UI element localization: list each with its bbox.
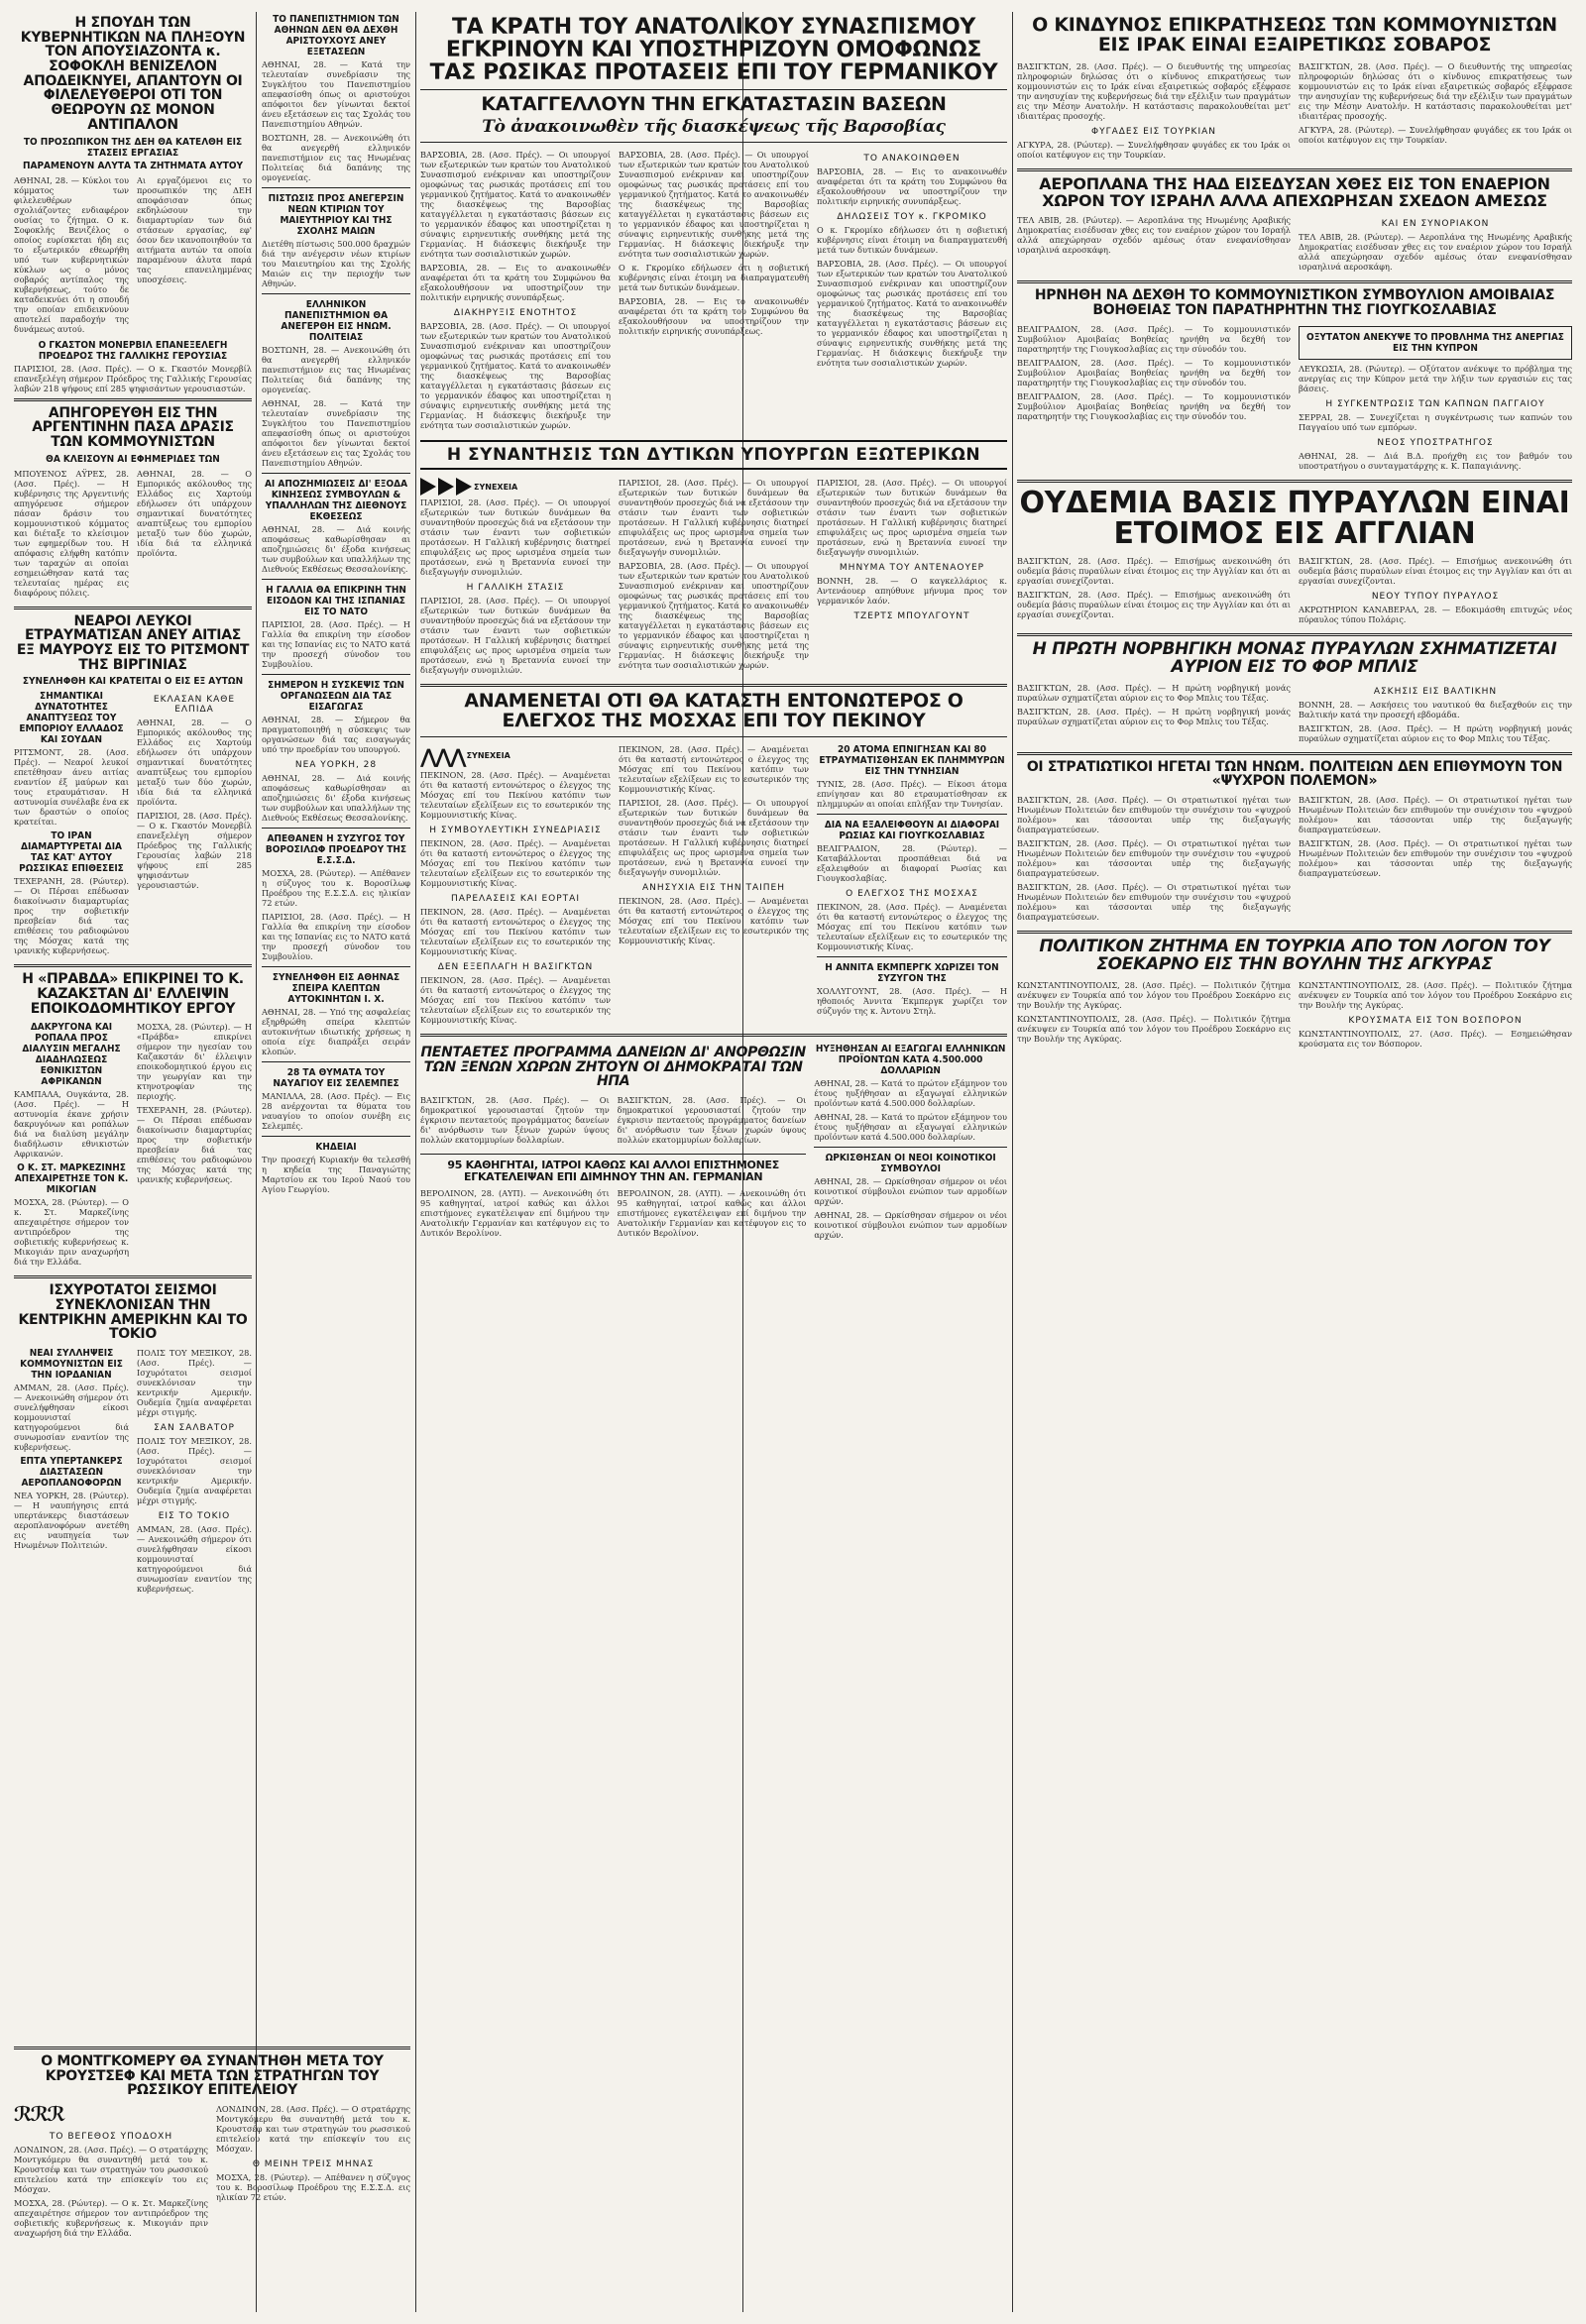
section-label: ΔΗΛΩΣΕΙΣ ΤΟΥ κ. ΓΚΡΟΜΙΚΟ xyxy=(837,212,987,223)
headline: Η «ΠΡΑΒΔΑ» ΕΠΙΚΡΙΝΕΙ ΤΟ Κ. ΚΑΖΑΚΣΤΑΝ ΔΙ' ΕΛΛΕΙΨΙΝ ΕΠΟΙΚΟΔΟΜΗΤΙΚΟΥ ΕΡΓΟΥ xyxy=(22,971,244,1017)
section-label: ΑΣΚΗΣΙΣ ΕΙΣ ΒΑΛΤΙΚΗΝ xyxy=(1373,686,1498,697)
section-label: ΜΗΝΥΜΑ ΤΟΥ ΑΝΤΕΝΑΟΥΕΡ xyxy=(839,563,985,574)
divider xyxy=(262,579,410,580)
article-body: ΒΕΛΙΓΡΑΔΙΟΝ, 28. (Ασσ. Πρές). — Το κομμουνιστικόν Συμβούλιον Αμοιβαίας Βοηθείας ηρνήθη να δεχθή τον παρατηρητήν της Γιουγκοσλαβίας εις την σύνοδόν του. xyxy=(1017,323,1291,354)
article-body: ΑΘΗΝΑΙ, 28. — Διά Β.Δ. προήχθη εις τον βαθμόν του υποστρατήγου ο συνταγματάρχης κ. Κ. Παπαγιάννης. xyxy=(1299,450,1572,471)
article-body: ΤΕΧΕΡΑΝΗ, 28. (Ρώυτερ). — Οι Πέρσαι επέδωσαν διακοίνωσιν διαμαρτυρίας προς την σοβιετικήν πρεσβείαν διά τας επιθέσεις του ραδιοφώνου της Μόσχας κατά της ιρανικής κυβερνήσεως. xyxy=(137,1105,252,1185)
article-body: ΒΑΡΣΟΒΙΑ, 28. (Ασσ. Πρές). — Οι υπουργοί των εξωτερικών των κρατών του Ανατολικού Συνασπισμού ενέκριναν και υποστηρίζουν ομοφώνως τας ρωσικάς προτάσεις επί του γερμανικού ζητήματος. Κατά το ανακοινωθέν της διασκέψεως της Βαρσοβίας καταγγέλλεται η εγκατάστασις βάσεων εις το γερμανικόν έδαφος και υποστηρίζεται η σύναψις ειρηνευτικής συνθήκης μετά της Γερμανίας. Η διάσκεψις διεκήρυξε την ενότητα των σοσιαλιστικών χωρών. xyxy=(619,561,809,671)
headline: Ο ΜΟΝΤΓΚΟΜΕΡΥ ΘΑ ΣΥΝΑΝΤΗΘΗ ΜΕΤΑ ΤΟΥ ΚΡΟΥΣΤΣΕΦ ΚΑΙ ΜΕΤΑ ΤΩΝ ΣΤΡΑΤΗΓΩΝ ΤΟΥ ΡΩΣΣΙΚΟΥ ΕΠΙΤΕΛΕΙΟΥ xyxy=(41,2053,384,2099)
article-body: ΜΟΣΧΑ, 28. (Ρώυτερ). — Ο κ. Στ. Μαρκεζίνης απεχαιρέτησε σήμερον τον αντιπρόεδρον της σοβιετικής κυβερνήσεως κ. Μικογιάν πριν αναχωρήση διά την Ελλάδα. xyxy=(14,1197,129,1268)
article-body: ΒΑΣΙΓΚΤΩΝ, 28. (Ασσ. Πρές). — Οι δημοκρατικοί γερουσιασταί ζητούν την έγκρισιν πενταετούς προγράμματος δανείων δι' ανόρθωσιν των ξένων χωρών ύψους πολλών εκατομμυρίων δολλαρίων. xyxy=(420,1095,610,1145)
headline: ΠΟΛΙΤΙΚΟΝ ΖΗΤΗΜΑ ΕΝ ΤΟΥΡΚΙΑ ΑΠΟ ΤΟΝ ΛΟΓΟΝ ΤΟΥ ΣΟΕΚΑΡΝΟ ΕΙΣ ΤΗΝ ΒΟΥΛΗΝ ΤΗΣ ΑΓΚΥΡΑΣ xyxy=(1039,936,1550,974)
article-body: ΑΘΗΝΑΙ, 28. — Διά κοινής αποφάσεως καθωρίσθησαν αι αποζημιώσεις δι' έξοδα κινήσεως των συμβούλων και υπαλλήλων της Διεθνούς Εκθέσεως Θεσσαλονίκης. xyxy=(262,524,410,574)
divider xyxy=(1017,168,1572,171)
divider xyxy=(262,1136,410,1137)
subheadline: ΤΟ ΠΑΝΕΠΙΣΤΗΜΙΟΝ ΤΩΝ ΑΘΗΝΩΝ ΔΕΝ ΘΑ ΔΕΧΘΗ ΑΡΙΣΤΟΥΧΟΥΣ ΑΝΕΥ ΕΞΕΤΑΣΕΩΝ xyxy=(273,14,399,57)
divider xyxy=(420,89,1007,90)
article-body: ΒΑΣΙΓΚΤΩΝ, 28. (Ασσ. Πρές). — Οι στρατιωτικοί ηγέται των Ηνωμένων Πολιτειών δεν επιθυμούν την συνέχισιν του «ψυχρού πολέμου» και τάσσονται υπέρ της διεξαγωγής διαπραγματεύσεων. xyxy=(1017,794,1291,834)
article-body: ΒΟΣΤΩΝΗ, 28. — Ανεκοινώθη ότι θα ανεγερθή ελληνικόν πανεπιστήμιον εις τας Ηνωμένας Πολιτείας διά δαπάνης της ομογενείας. xyxy=(262,345,410,394)
subheadline: Η ΓΑΛΛΙΑ ΘΑ ΕΠΙΚΡΙΝΗ ΤΗΝ ΕΙΣΟΔΟΝ ΚΑΙ ΤΗΣ ΙΣΠΑΝΙΑΣ ΕΙΣ ΤΟ ΝΑΤΟ xyxy=(266,585,406,617)
section-label: ΑΝΗΣΥΧΙΑ ΕΙΣ ΤΗΝ ΤΑΙΠΕΗ xyxy=(642,882,785,893)
headline: ΟΙ ΣΤΡΑΤΙΩΤΙΚΟΙ ΗΓΕΤΑΙ ΤΩΝ ΗΝΩΜ. ΠΟΛΙΤΕΙΩΝ ΔΕΝ ΕΠΙΘΥΜΟΥΝ ΤΟΝ «ΨΥΧΡΟΝ ΠΟΛΕΜΟΝ» xyxy=(1026,758,1563,790)
article-body: ΤΕΛ ΑΒΙΒ, 28. (Ρώυτερ). — Αεροπλάνα της Ηνωμένης Αραβικής Δημοκρατίας εισέδυσαν χθες εις τον εναέριον χώρον του Ισραήλ αλλά απεχώρησαν σχεδόν αμέσως όταν ενεφανίσθησαν ισραηλινά αεροσκάφη. xyxy=(1299,232,1572,273)
article-body: Ο κ. Γκρομίκο εδήλωσεν ότι η σοβιετική κυβέρνησις είναι έτοιμη να διαπραγματευθή μετά των δυτικών δυνάμεων. xyxy=(817,225,1007,256)
divider xyxy=(1017,752,1572,755)
article-body: ΠΕΚΙΝΟΝ, 28. (Ασσ. Πρές). — Αναμένεται ότι θα καταστή εντονώτερος ο έλεγχος της Μόσχας επί του Πεκίνου κατόπιν των τελευταίων εξελίξεων εις το εσωτερικόν της Κομμουνιστικής Κίνας. xyxy=(420,974,611,1025)
section-label: ΝΕΟΣ ΥΠΟΣΤΡΑΤΗΓΟΣ xyxy=(1377,437,1494,448)
divider xyxy=(817,956,1007,957)
article-body: ΒΑΣΙΓΚΤΩΝ, 28. (Ασσ. Πρές). — Οι στρατιωτικοί ηγέται των Ηνωμένων Πολιτειών δεν επιθυμούν την συνέχισιν του «ψυχρού πολέμου» και τάσσονται υπέρ της διεξαγωγής διαπραγματεύσεων. xyxy=(1017,881,1291,922)
article-body: ΜΠΟΥΕΝΟΣ ΑΫΡΕΣ, 28. (Ασσ. Πρές). — Η κυβέρνησις της Αργεντινής απηγόρευσε σήμερον πάσαν δράσιν του κομμουνιστικού κόμματος και διέταξε το κλείσιμον των εφημερίδων του. Η απόφασις ελήφθη κατόπιν των ταραχών αι οποίαι εσημειώθησαν κατά τας τελευταίας ημέρας εις διαφόρους πόλεις. xyxy=(14,468,129,598)
subheadline: ΣΗΜΕΡΟΝ Η ΣΥΣΚΕΨΙΣ ΤΩΝ ΟΡΓΑΝΩΣΕΩΝ ΔΙΑ ΤΑΣ ΕΙΣΑΓΩΓΑΣ xyxy=(268,680,404,713)
article-body: ΤΕΛ ΑΒΙΒ, 28. (Ρώυτερ). — Αεροπλάνα της Ηνωμένης Αραβικής Δημοκρατίας εισέδυσαν χθες εις τον εναέριον χώρον του Ισραήλ αλλά απεχώρησαν σχεδόν αμέσως όταν ενεφανίσθησαν ισραηλινά αεροσκάφη. xyxy=(1017,215,1291,256)
article-body: ΒΑΡΣΟΒΙΑ, 28. — Εις το ανακοινωθέν αναφέρεται ότι τα κράτη του Συμφώνου θα εξακολουθήσουν να υποστηρίζουν την πολιτικήν ειρηνικής συνυπάρξεως. xyxy=(420,263,611,303)
article-body: Διετέθη πίστωσις 500.000 δραχμών διά την ανέγερσιν νέων κτιρίων του Μαιευτηρίου και της Σχολής Μαιών εις την περιοχήν των Αθηνών. xyxy=(262,239,410,288)
divider xyxy=(262,473,410,474)
continuation-label: ΣΥΝΕΧΕΙΑ xyxy=(466,751,510,761)
divider xyxy=(1017,931,1572,934)
subheadline: ΣΥΝΕΛΗΦΘΗ ΚΑΙ ΚΡΑΤΕΙΤΑΙ Ο ΕΙΣ ΕΞ ΑΥΤΩΝ xyxy=(22,676,244,688)
section-label: ΔΙΑΚΗΡΥΞΙΣ ΕΝΟΤΗΤΟΣ xyxy=(453,308,578,319)
article-body: ΠΕΚΙΝΟΝ, 28. (Ασσ. Πρές). — Αναμένεται ότι θα καταστή εντονώτερος ο έλεγχος της Μόσχας επί του Πεκίνου κατόπιν των τελευταίων εξελίξεων εις το εσωτερικόν της Κομμουνιστικής Κίνας. xyxy=(420,769,611,820)
article-body: ΚΩΝΣΤΑΝΤΙΝΟΥΠΟΛΙΣ, 28. (Ασσ. Πρές). — Πολιτικόν ζήτημα ανέκυψεν εν Τουρκία από τον λόγον του Προέδρου Σοεκάρνο εις την Βουλήν της Αγκύρας. xyxy=(1299,979,1572,1010)
article-body: ΜΟΣΧΑ, 28. (Ρώυτερ). — Ο κ. Στ. Μαρκεζίνης απεχαιρέτησε σήμερον τον αντιπρόεδρον της σοβιετικής κυβερνήσεως κ. Μικογιάν πριν αναχωρήση διά την Ελλάδα. xyxy=(14,2198,208,2239)
article-body: ΠΑΡΙΣΙΟΙ, 28. (Ασσ. Πρές). — Η Γαλλία θα επικρίνη την είσοδον και της Ισπανίας εις το ΝΑΤΟ κατά την προσεχή σύνοδον του Συμβουλίου. xyxy=(262,619,410,669)
section-label: Η ΣΥΜΒΟΥΛΕΥΤΙΚΗ ΣΥΝΕΔΡΙΑΣΙΣ xyxy=(429,825,602,835)
article-body: ΠΑΡΙΣΙΟΙ, 28. (Ασσ. Πρές). — Οι υπουργοί εξωτερικών των δυτικών δυνάμεων θα συναντηθούν προσεχώς διά να εξετάσουν την στάσιν των έναντι των σοβιετικών προτάσεων. Η Γαλλική κυβέρνησις διατηρεί επιφυλάξεις ως προς ωρισμένα σημεία των προτάσεων, ενώ η Βρεταννία ευνοεί την διεξαγωγήν συνομιλιών. xyxy=(420,596,611,676)
headline: ΗΡΝΗΘΗ ΝΑ ΔΕΧΘΗ ΤΟ ΚΟΜΜΟΥΝΙΣΤΙΚΟΝ ΣΥΜΒΟΥΛΙΟΝ ΑΜΟΙΒΑΙΑΣ ΒΟΗΘΕΙΑΣ ΤΟΝ ΠΑΡΑΤΗΡΗΤΗΝ ΤΗΣ ΓΙΟΥΓΚΟΣΛΑΒΙΑΣ xyxy=(1034,287,1555,319)
headline: Η ΣΠΟΥΔΗ ΤΩΝ ΚΥΒΕΡΝΗΤΙΚΩΝ ΝΑ ΠΛΗΞΟΥΝ ΤΟΝ ΑΠΟΥΣΙΑΖΟΝΤΑ κ. ΣΟΦΟΚΛΗ ΒΕΝΙΖΕΛΟΝ ΑΠΟΔΕΙΚΝΥΕΙ, ΑΠΑΝΤΟΥΝ ΟΙ ΦΙΛΕΛΕΥΘΕΡΟΙ ΟΤΙ ΤΟΝ ΘΕΩΡΟΥΝ ΩΣ ΜΟΝΟΝ ΑΝΤΙΠΑΛΟΝ xyxy=(20,15,246,133)
arrow-icon xyxy=(438,478,454,496)
section-label: ΣΑΝ ΣΑΛΒΑΤΟΡ xyxy=(154,1423,235,1434)
section-label: ΔΕΝ ΕΞΕΠΛΑΓΗ Η ΒΑΣΙΓΚΤΩΝ xyxy=(437,961,594,972)
column-1 xyxy=(14,12,252,2312)
subheadline: ΟΞΥΤΑΤΟΝ ΑΝΕΚΥΨΕ ΤΟ ΠΡΟΒΛΗΜΑ ΤΗΣ ΑΝΕΡΓΙΑΣ ΕΙΣ ΤΗΝ ΚΥΠΡΟΝ xyxy=(1306,331,1564,354)
article-body: ΚΑΜΠΑΛΑ, Ουγκάντα, 28. (Ασσ. Πρές). — Η αστυνομία έκανε χρήσιν δακρυγόνων και ροπάλων διά να διαλύση μεγάλην διαδήλωσιν εθνικιστών Αφρικανών. xyxy=(14,1089,129,1160)
headline: Η ΠΡΩΤΗ ΝΟΡΒΗΓΙΚΗ ΜΟΝΑΣ ΠΥΡΑΥΛΩΝ ΣΧΗΜΑΤΙΖΕΤΑΙ ΑΥΡΙΟΝ ΕΙΣ ΤΟ ΦΟΡ ΜΠΛΙΣ xyxy=(1032,638,1557,677)
article-body: ΜΟΣΧΑ, 28. (Ρώυτερ). — Η «Πράβδα» επικρίνει σήμερον την ηγεσίαν του Καζακστάν δι' έλλειψιν εποικοδομητικού έργου εις την γεωργίαν και την κτηνοτροφίαν της περιοχής. xyxy=(137,1022,252,1102)
article-body: ΤΕΧΕΡΑΝΗ, 28. (Ρώυτερ). — Οι Πέρσαι επέδωσαν διακοίνωσιν διαμαρτυρίας προς την σοβιετικήν πρεσβείαν διά τας επιθέσεις του ραδιοφώνου της Μόσχας κατά της ιρανικής κυβερνήσεως. xyxy=(14,876,129,956)
article-body: ΒΑΣΙΓΚΤΩΝ, 28. (Ασσ. Πρές). — Οι στρατιωτικοί ηγέται των Ηνωμένων Πολιτειών δεν επιθυμούν την συνέχισιν του «ψυχρού πολέμου» και τάσσονται υπέρ της διεξαγωγής διαπραγματεύσεων. xyxy=(1299,794,1572,834)
article-body: ΠΕΚΙΝΟΝ, 28. (Ασσ. Πρές). — Αναμένεται ότι θα καταστή εντονώτερος ο έλεγχος της Μόσχας επί του Πεκίνου κατόπιν των τελευταίων εξελίξεων εις το εσωτερικόν της Κομμουνιστικής Κίνας. xyxy=(817,901,1007,951)
headline: ΟΥΔΕΜΙΑ ΒΑΣΙΣ ΠΥΡΑΥΛΩΝ ΕΙΝΑΙ ΕΤΟΙΜΟΣ ΕΙΣ ΑΓΓΛΙΑΝ xyxy=(1019,485,1570,552)
article-body: ΒΕΡΟΛΙΝΟΝ, 28. (ΑΥΠ). — Ανεκοινώθη ότι 95 καθηγηταί, ιατροί καθώς και άλλοι επιστήμονες εγκατέλειψαν επί διμήνου την Ανατολικήν Γερμανίαν και κατέφυγον εις το Δυτικόν Βερολίνον. xyxy=(420,1188,610,1239)
continuation-arrows xyxy=(420,478,611,496)
divider xyxy=(814,1147,1007,1148)
article-body: ΑΜΜΑΝ, 28. (Ασσ. Πρές). — Ανεκοινώθη σήμερον ότι συνελήφθησαν είκοσι κομμουνισταί κατηγορούμενοι διά συνωμοσίαν εναντίον της κυβερνήσεως. xyxy=(14,1383,129,1453)
column-rule xyxy=(415,12,416,2312)
article-body: ΛΟΝΔΙΝΟΝ, 28. (Ασσ. Πρές). — Ο στρατάρχης Μοντγκόμερυ θα συναντηθή μετά του κ. Κρουστσέφ και των στρατηγών του ρωσσικού επιτελείου κατά την επίσκεψίν του εις Μόσχαν. xyxy=(14,2145,208,2195)
subheadline: ΑΙ ΑΠΟΖΗΜΙΩΣΕΙΣ ΔΙ' ΕΞΟΔΑ ΚΙΝΗΣΕΩΣ ΣΥΜΒΟΥΛΩΝ & ΥΠΑΛΛΗΛΩΝ ΤΗΣ ΔΙΕΘΝΟΥΣ ΕΚΘΕΣΕΩΣ xyxy=(264,479,408,522)
article-body: ΒΑΡΣΟΒΙΑ, 28. — Εις το ανακοινωθέν αναφέρεται ότι τα κράτη του Συμφώνου θα εξακολουθήσουν να υποστηρίζουν την πολιτικήν ειρηνικής συνυπάρξεως. xyxy=(817,166,1007,207)
subheadline: Ο Κ. ΣΤ. ΜΑΡΚΕΖΙΝΗΣ ΑΠΕΧΑΙΡΕΤΗΣΕ ΤΟΝ Κ. ΜΙΚΟΓΙΑΝ xyxy=(14,1162,129,1196)
subheadline: ΔΙΑ ΝΑ ΕΞΑΛΕΙΦΘΟΥΝ ΑΙ ΔΙΑΦΟΡΑΙ ΡΩΣΙΑΣ ΚΑΙ ΓΙΟΥΓΚΟΣΛΑΒΙΑΣ xyxy=(824,819,1000,841)
article-body: ΒΑΡΣΟΒΙΑ, 28. (Ασσ. Πρές). — Οι υπουργοί των εξωτερικών των κρατών του Ανατολικού Συνασπισμού ενέκριναν και υποστηρίζουν ομοφώνως τας ρωσικάς προτάσεις επί του γερμανικού ζητήματος. Κατά το ανακοινωθέν της διασκέψεως της Βαρσοβίας καταγγέλλεται η εγκατάστασις βάσεων εις το γερμανικόν έδαφος και υποστηρίζεται η σύναψις ειρηνευτικής συνθήκης μετά της Γερμανίας. Η διάσκεψις διεκήρυξε την ενότητα των σοσιαλιστικών χωρών. xyxy=(817,259,1007,369)
section-label: ΕΚΛΑΣΑΝ ΚΑΘΕ ΕΛΠΙΔΑ xyxy=(153,695,236,716)
section-label: ΦΥΓΑΔΕΣ ΕΙΣ ΤΟΥΡΚΙΑΝ xyxy=(1091,126,1216,137)
divider xyxy=(1017,633,1572,636)
subheadline: Ο ΓΚΑΣΤΟΝ ΜΟΝΕΡΒΙΛ ΕΠΑΝΕΞΕΛΕΓΗ ΠΡΟΕΔΡΟΣ ΤΗΣ ΓΑΛΛΙΚΗΣ ΓΕΡΟΥΣΙΑΣ xyxy=(38,339,228,362)
section-label: Η ΣΥΓΚΕΝΤΡΩΣΙΣ ΤΩΝ ΚΑΠΝΩΝ ΠΑΓΓΑΙΟΥ xyxy=(1325,398,1545,409)
column-5 xyxy=(1017,12,1572,2312)
article-body: ΒΑΡΣΟΒΙΑ, 28. (Ασσ. Πρές). — Οι υπουργοί των εξωτερικών των κρατών του Ανατολικού Συνασπισμού ενέκριναν και υποστηρίζουν ομοφώνως τας ρωσικάς προτάσεις επί του γερμανικού ζητήματος. Κατά το ανακοινωθέν της διασκέψεως της Βαρσοβίας καταγγέλλεται η εγκατάστασις βάσεων εις το γερμανικόν έδαφος και υποστηρίζεται η σύναψις ειρηνευτικής συνθήκης μετά της Γερμανίας. Η διάσκεψις διεκήρυξε την ενότητα των σοσιαλιστικών χωρών. xyxy=(619,150,809,260)
article-body: ΒΑΣΙΓΚΤΩΝ, 28. (Ασσ. Πρές). — Οι δημοκρατικοί γερουσιασταί ζητούν την έγκρισιν πενταετούς προγράμματος δανείων δι' ανόρθωσιν των ξένων χωρών ύψους πολλών εκατομμυρίων δολλαρίων. xyxy=(617,1095,807,1145)
section-label: Θ ΜΕΙΝΗ ΤΡΕΙΣ ΜΗΝΑΣ xyxy=(252,2159,375,2170)
article-body: ΠΕΚΙΝΟΝ, 28. (Ασσ. Πρές). — Αναμένεται ότι θα καταστή εντονώτερος ο έλεγχος της Μόσχας επί του Πεκίνου κατόπιν των τελευταίων εξελίξεων εις το εσωτερικόν της Κομμουνιστικής Κίνας. xyxy=(420,906,611,956)
continuation-label: ΣΥΝΕΧΕΙΑ xyxy=(474,482,518,492)
divider xyxy=(14,2047,410,2049)
subheadline: ΑΠΕΘΑΝΕΝ Η ΣΥΖΥΓΟΣ ΤΟΥ ΒΟΡΟΣΙΛΩΦ ΠΡΟΕΔΡΟΥ ΤΗΣ Ε.Σ.Σ.Δ. xyxy=(265,833,407,866)
subheadline: ΤΟ ΙΡΑΝ ΔΙΑΜΑΡΤΥΡΕΤΑΙ ΔΙΑ ΤΑΣ ΚΑΤ' ΑΥΤΟΥ ΡΩΣΣΙΚΑΣ ΕΠΙΘΕΣΕΙΣ xyxy=(19,830,124,875)
divider xyxy=(262,1061,410,1062)
subheadline: ΘΑ ΚΛΕΙΣΟΥΝ ΑΙ ΕΦΗΜΕΡΙΔΕΣ ΤΩΝ xyxy=(46,453,220,465)
article-body: ΒΕΡΟΛΙΝΟΝ, 28. (ΑΥΠ). — Ανεκοινώθη ότι 95 καθηγηταί, ιατροί καθώς και άλλοι επιστήμονες εγκατέλειψαν επί διμήνου την Ανατολικήν Γερμανίαν και κατέφυγον εις το Δυτικόν Βερολίνον. xyxy=(617,1188,807,1239)
article-body: ΒΑΣΙΓΚΤΩΝ, 28. (Ασσ. Πρές). — Επισήμως ανεκοινώθη ότι ουδεμία βάσις πυραύλων είναι έτοιμος εις την Αγγλίαν και ότι αι εργασίαι συνεχίζονται. xyxy=(1017,589,1291,619)
article-body: ΑΘΗΝΑΙ, 28. — Ο Εμπορικός ακόλουθος της Ελλάδος εις Χαρτούμ εδήλωσεν ότι υπάρχουν σημαντικαί δυνατότητες αναπτύξεως του εμπορίου μεταξύ των δύο χωρών, ιδία διά τα ελληνικά προϊόντα. xyxy=(137,718,252,808)
bottom-story xyxy=(14,2042,410,2242)
subheadline: ΗΥΞΗΘΗΣΑΝ ΑΙ ΕΞΑΓΩΓΑΙ ΕΛΛΗΝΙΚΩΝ ΠΡΟΪΟΝΤΩΝ ΚΑΤΑ 4.500.000 ΔΟΛΛΑΡΙΩΝ xyxy=(815,1043,1006,1076)
article-body: ΑΘΗΝΑΙ, 28. — Κατά το πρώτον εξάμηνον του έτους ηυξήθησαν αι εξαγωγαί ελληνικών προϊόντων κατά 4.500.000 δολλαρίων. xyxy=(814,1111,1007,1142)
column-rule xyxy=(256,12,257,2312)
article-body: ΑΘΗΝΑΙ, 28. — Ωρκίσθησαν σήμερον οι νέοι κοινοτικοί σύμβουλοι ενώπιον των αρμοδίων αρχών. xyxy=(814,1209,1007,1240)
divider xyxy=(14,964,252,967)
article-body: ΒΑΣΙΓΚΤΩΝ, 28. (Ασσ. Πρές). — Οι στρατιωτικοί ηγέται των Ηνωμένων Πολιτειών δεν επιθυμούν την συνέχισιν του «ψυχρού πολέμου» και τάσσονται υπέρ της διεξαγωγής διαπραγματεύσεων. xyxy=(1299,837,1572,878)
article-body: ΜΟΣΧΑ, 28. (Ρώυτερ). — Απέθανεν η σύζυγος του κ. Βοροσίλωφ Προέδρου της Ε.Σ.Σ.Δ. εις ηλικίαν 72 ετών. xyxy=(262,868,410,908)
article-body: ΒΑΣΙΓΚΤΩΝ, 28. (Ασσ. Πρές). — Ο διευθυντής της υπηρεσίας πληροφοριών δηλώσας ότι ο κίνδυνος επικρατήσεως των κομμουνιστών εις το Ιράκ είναι εξαιρετικώς σοβαρός εξέφρασε την ανησυχίαν της κυβερνήσεως διά την εξέλιξιν των πραγμάτων εις την Μέσην Ανατολήν. Η κατάστασις παρακολουθείται μετ' ιδιαιτέρας προσοχής. xyxy=(1299,60,1572,121)
section-label: ΠΑΡΕΛΑΣΕΙΣ ΚΑΙ ΕΟΡΤΑΙ xyxy=(450,893,580,904)
divider xyxy=(420,684,1007,687)
article-body: ΑΚΡΩΤΗΡΙΟΝ ΚΑΝΑΒΕΡΑΛ, 28. — Εδοκιμάσθη επιτυχώς νέος πύραυλος τύπου Πολάρις. xyxy=(1299,604,1572,624)
article-body: ΠΕΚΙΝΟΝ, 28. (Ασσ. Πρές). — Αναμένεται ότι θα καταστή εντονώτερος ο έλεγχος της Μόσχας επί του Πεκίνου κατόπιν των τελευταίων εξελίξεων εις το εσωτερικόν της Κομμουνιστικής Κίνας. xyxy=(619,895,809,945)
article-body: ΑΘΗΝΑΙ, 28. — Κατά την τελευταίαν συνεδρίασιν της Συγκλήτου του Πανεπιστημίου απεφασίσθη όπως οι αριστούχοι απόφοιτοι δεν γίνωνται δεκτοί άνευ εξετάσεων εις τας Σχολάς του Πανεπιστημίου Αθηνών. xyxy=(262,59,410,129)
article-body: ΑΘΗΝΑΙ, 28. — Κύκλοι του κόμματος των φιλελευθέρων σχολιάζοντες ενδιαφέρον ουσίας το ζήτημα. Ο κ. Σοφοκλής Βενιζέλος ο οποίος ευρίσκεται ήδη εις το εξωτερικόν εθεωρήθη υπό των κυβερνητικών κύκλων ως ο μόνος σοβαρός αντίπαλος της κυβερνήσεως, τούτο δε καταδεικνύει ότι η σπουδή την οποίαν επιδεικνύουν αποτελεί παραδοχήν της δυνάμεως αυτού. xyxy=(14,174,129,334)
divider xyxy=(262,674,410,675)
divider xyxy=(1017,480,1572,483)
divider xyxy=(817,814,1007,815)
article-body: ΧΟΛΛΥΓΟΥΝΤ, 28. (Ασσ. Πρές). — Η ηθοποιός Άννιτα Έκμπεργκ χωρίζει τον σύζυγόν της κ. Άντονυ Στηλ. xyxy=(817,985,1007,1016)
banner-headline: Η ΣΥΝΑΝΤΗΣΙΣ ΤΩΝ ΔΥΤΙΚΩΝ ΥΠΟΥΡΓΩΝ ΕΞΩΤΕΡΙΚΩΝ xyxy=(420,440,1007,470)
headline: 95 ΚΑΘΗΓΗΤΑΙ, ΙΑΤΡΟΙ ΚΑΘΩΣ ΚΑΙ ΑΛΛΟΙ ΕΠΙΣΤΗΜΟΝΕΣ ΕΓΚΑΤΕΛΕΙΨΑΝ ΕΠΙ ΔΙΜΗΝΟΥ ΤΗΝ ΑΝ. ΓΕΡΜΑΝΙΑΝ xyxy=(447,1159,779,1183)
article-body: ΠΑΡΙΣΙΟΙ, 28. (Ασσ. Πρές). — Οι υπουργοί εξωτερικών των δυτικών δυνάμεων θα συναντηθούν προσεχώς διά να εξετάσουν την στάσιν των έναντι των σοβιετικών προτάσεων. Η Γαλλική κυβέρνησις διατηρεί επιφυλάξεις ως προς ωρισμένα σημεία των προτάσεων, ενώ η Βρεταννία ευνοεί την διεξαγωγήν συνομιλιών. xyxy=(619,478,809,558)
subheadline: ΚΗΔΕΙΑΙ xyxy=(315,1142,357,1153)
article-body: ΠΑΡΙΣΙΟΙ, 28. (Ασσ. Πρές). — Ο κ. Γκαστόν Μονερβίλ επανεξελέγη σήμερον Πρόεδρος της Γαλλικής Γερουσίας λαβών 218 ψήφους επί 285 ψηφισάντων γερουσιαστών. xyxy=(137,811,252,891)
section-label: ΕΙΣ ΤΟ ΤΟΚΙΟ xyxy=(158,1511,231,1522)
article-body: Την προσεχή Κυριακήν θα τελεσθή η κηδεία της Παναγιώτης Μαρτσίου εκ του Ιερού Ναού του Αγίου Γεωργίου. xyxy=(262,1155,410,1194)
divider xyxy=(262,293,410,294)
article-body: ΒΑΣΙΓΚΤΩΝ, 28. (Ασσ. Πρές). — Επισήμως ανεκοινώθη ότι ουδεμία βάσις πυραύλων είναι έτοιμος εις την Αγγλίαν και ότι αι εργασίαι συνεχίζονται. xyxy=(1017,555,1291,586)
article-body: ΠΟΛΙΣ ΤΟΥ ΜΕΞΙΚΟΥ, 28. (Ασσ. Πρές). — Ισχυρότατοι σεισμοί συνεκλόνισαν την κεντρικήν Αμερικήν. Ουδεμία ζημία αναφέρεται μέχρι στιγμής. xyxy=(137,1348,252,1418)
divider xyxy=(1017,280,1572,283)
article-body: ΣΕΡΡΑΙ, 28. — Συνεχίζεται η συγκέντρωσις των καπνών του Παγγαίου υπό των εμπόρων. xyxy=(1299,411,1572,432)
article-body: ΠΑΡΙΣΙΟΙ, 28. (Ασσ. Πρές). — Ο κ. Γκαστόν Μονερβίλ επανεξελέγη σήμερον Πρόεδρος της Γαλλικής Γερουσίας λαβών 218 ψήφους επί 285 ψηφισάντων γερουσιαστών. xyxy=(14,363,252,393)
article-body: ΒΑΣΙΓΚΤΩΝ, 28. (Ασσ. Πρές). — Η πρώτη νορβηγική μονάς πυραύλων σχηματίζεται αύριον εις το Φορ Μπλις του Τέξας. xyxy=(1017,706,1291,726)
center-columns xyxy=(420,12,1007,2312)
arrow-icon xyxy=(456,478,472,496)
article-body: ΒΕΛΙΓΡΑΔΙΟΝ, 28. (Ασσ. Πρές). — Το κομμουνιστικόν Συμβούλιον Αμοιβαίας Βοηθείας ηρνήθη να δεχθή τον παρατηρητήν της Γιουγκοσλαβίας εις την σύνοδόν του. xyxy=(1017,357,1291,387)
divider xyxy=(420,736,1007,737)
article-body: ΒΑΡΣΟΒΙΑ, 28. (Ασσ. Πρές). — Οι υπουργοί των εξωτερικών των κρατών του Ανατολικού Συνασπισμού ενέκριναν και υποστηρίζουν ομοφώνως τας ρωσικάς προτάσεις επί του γερμανικού ζητήματος. Κατά το ανακοινωθέν της διασκέψεως της Βαρσοβίας καταγγέλλεται η εγκατάστασις βάσεων εις το γερμανικόν έδαφος και υποστηρίζεται η σύναψις ειρηνευτικής συνθήκης μετά της Γερμανίας. Η διάσκεψις διεκήρυξε την ενότητα των σοσιαλιστικών χωρών. xyxy=(420,150,611,260)
article-body: ΤΥΝΙΣ, 28. (Ασσ. Πρές). — Είκοσι άτομα επνίγησαν και 80 ετραυματίσθησαν εκ πλημμυρών αι οποίαι επλήξαν την Τυνησίαν. xyxy=(817,778,1007,809)
headline: ΑΝΑΜΕΝΕΤΑΙ ΟΤΙ ΘΑ ΚΑΤΑΣΤΗ ΕΝΤΟΝΩΤΕΡΟΣ Ο ΕΛΕΓΧΟΣ ΤΗΣ ΜΟΣΧΑΣ ΕΠΙ ΤΟΥ ΠΕΚΙΝΟΥ xyxy=(464,690,963,731)
article-body: ΒΑΣΙΓΚΤΩΝ, 28. (Ασσ. Πρές). — Η πρώτη νορβηγική μονάς πυραύλων σχηματίζεται αύριον εις το Φορ Μπλις του Τέξας. xyxy=(1299,722,1572,743)
subheadline: ΤΟ ΠΡΟΣΩΠΙΚΟΝ ΤΗΣ ΔΕΗ ΘΑ ΚΑΤΕΛΘΗ ΕΙΣ ΣΤΑΣΕΙΣ ΕΡΓΑΣΙΑΣ xyxy=(23,136,243,159)
headline: ΙΣΧΥΡΟΤΑΤΟΙ ΣΕΙΣΜΟΙ ΣΥΝΕΚΛΟΝΙΣΑΝ ΤΗΝ ΚΕΝΤΡΙΚΗΝ ΑΜΕΡΙΚΗΝ ΚΑΙ ΤΟ ΤΟΚΙΟ xyxy=(18,1282,248,1343)
article-body: ΠΕΚΙΝΟΝ, 28. (Ασσ. Πρές). — Αναμένεται ότι θα καταστή εντονώτερος ο έλεγχος της Μόσχας επί του Πεκίνου κατόπιν των τελευταίων εξελίξεων εις το εσωτερικόν της Κομμουνιστικής Κίνας. xyxy=(420,837,611,888)
article-body: ΠΑΡΙΣΙΟΙ, 28. (Ασσ. Πρές). — Η Γαλλία θα επικρίνη την είσοδον και της Ισπανίας εις το ΝΑΤΟ κατά την προσεχή σύνοδον του Συμβουλίου. xyxy=(262,912,410,961)
column-2 xyxy=(262,12,410,2027)
subheadline: ΔΑΚΡΥΓΟΝΑ ΚΑΙ ΡΟΠΑΛΑ ΠΡΟΣ ΔΙΑΛΥΣΙΝ ΜΕΓΑΛΗΣ ΔΙΑΔΗΛΩΣΕΩΣ ΕΘΝΙΚΙΣΤΩΝ ΑΦΡΙΚΑΝΩΝ xyxy=(22,1022,121,1088)
article-body: ΒΑΣΙΓΚΤΩΝ, 28. (Ασσ. Πρές). — Η πρώτη νορβηγική μονάς πυραύλων σχηματίζεται αύριον εις το Φορ Μπλις του Τέξας. xyxy=(1017,682,1291,703)
headline: Ο ΚΙΝΔΥΝΟΣ ΕΠΙΚΡΑΤΗΣΕΩΣ ΤΩΝ ΚΟΜΜΟΥΝΙΣΤΩΝ ΕΙΣ ΙΡΑΚ ΕΙΝΑΙ ΕΞΑΙΡΕΤΙΚΩΣ ΣΟΒΑΡΟΣ xyxy=(1032,14,1557,55)
continuation-arrows xyxy=(420,744,611,768)
article-body: ΑΘΗΝΑΙ, 28. — Ο Εμπορικός ακόλουθος της Ελλάδος εις Χαρτούμ εδήλωσεν ότι υπάρχουν σημαντικαί δυνατότητες αναπτύξεως του εμπορίου μεταξύ των δύο χωρών, ιδία διά τα ελληνικά προϊόντα. xyxy=(137,468,252,558)
article-body: ΠΑΡΙΣΙΟΙ, 28. (Ασσ. Πρές). — Οι υπουργοί εξωτερικών των δυτικών δυνάμεων θα συναντηθούν προσεχώς διά να εξετάσουν την στάσιν των έναντι των σοβιετικών προτάσεων. Η Γαλλική κυβέρνησις διατηρεί επιφυλάξεις ως προς ωρισμένα σημεία των προτάσεων, ενώ η Βρεταννία ευνοεί την διεξαγωγήν συνομιλιών. xyxy=(420,498,611,578)
article-body: ΠΟΛΙΣ ΤΟΥ ΜΕΞΙΚΟΥ, 28. (Ασσ. Πρές). — Ισχυρότατοι σεισμοί συνεκλόνισαν την κεντρικήν Αμερικήν. Ουδεμία ζημία αναφέρεται μέχρι στιγμής. xyxy=(137,1436,252,1506)
article-body: ΒΟΝΝΗ, 28. — Ο καγκελλάριος κ. Αντενάουερ απηύθυνε μήνυμα προς τον γερμανικόν λαόν. xyxy=(817,576,1007,607)
arrow-icon xyxy=(420,478,436,496)
article-body: ΜΟΣΧΑ, 28. (Ρώυτερ). — Απέθανεν η σύζυγος του κ. Βοροσίλωφ Προέδρου της Ε.Σ.Σ.Δ. εις ηλικίαν 72 ετών. xyxy=(216,2172,410,2203)
article-body: ΒΑΣΙΓΚΤΩΝ, 28. (Ασσ. Πρές). — Οι στρατιωτικοί ηγέται των Ηνωμένων Πολιτειών δεν επιθυμούν την συνέχισιν του «ψυχρού πολέμου» και τάσσονται υπέρ της διεξαγωγής διαπραγματεύσεων. xyxy=(1017,837,1291,878)
divider xyxy=(420,1154,806,1155)
article-body: ΡΙΤΣΜΟΝΤ, 28. (Ασσ. Πρές). — Νεαροί λευκοί επετέθησαν άνευ αιτίας εναντίον έξ μαύρων και τους ετραυμάτισαν. Η αστυνομία συνέλαβε ένα εκ των δραστών ο οποίος κρατείται. xyxy=(14,747,129,828)
continuation-mark-icon: ℛℛℛ xyxy=(14,2102,64,2127)
article-body: ΑΜΜΑΝ, 28. (Ασσ. Πρές). — Ανεκοινώθη σήμερον ότι συνελήφθησαν είκοσι κομμουνισταί κατηγορούμενοι διά συνωμοσίαν εναντίον της κυβερνήσεως. xyxy=(137,1524,252,1595)
subheadline: ΠΑΡΑΜΕΝΟΥΝ ΑΛΥΤΑ ΤΑ ΖΗΤΗΜΑΤΑ ΑΥΤΟΥ xyxy=(22,160,244,171)
section-label: ΤΟ ΑΝΑΚΟΙΝΩΘΕΝ xyxy=(863,154,961,165)
subheadline: 20 ΑΤΟΜΑ ΕΠΝΙΓΗΣΑΝ ΚΑΙ 80 ΕΤΡΑΥΜΑΤΙΣΘΗΣΑΝ ΕΚ ΠΛΗΜΜΥΡΩΝ ΕΙΣ ΤΗΝ ΤΥΝΗΣΙΑΝ xyxy=(819,743,1005,777)
article-body: ΠΕΚΙΝΟΝ, 28. (Ασσ. Πρές). — Αναμένεται ότι θα καταστή εντονώτερος ο έλεγχος της Μόσχας επί του Πεκίνου κατόπιν των τελευταίων εξελίξεων εις το εσωτερικόν της Κομμουνιστικής Κίνας. xyxy=(619,743,809,794)
subheadline: Η ΑΝΝΙΤΑ ΕΚΜΠΕΡΓΚ ΧΩΡΙΖΕΙ ΤΟΝ ΣΥΖΥΓΟΝ ΤΗΣ xyxy=(825,961,999,984)
article-body: ΒΑΣΙΓΚΤΩΝ, 28. (Ασσ. Πρές). — Επισήμως ανεκοινώθη ότι ουδεμία βάσις πυραύλων είναι έτοιμος εις την Αγγλίαν και ότι αι εργασίαι συνεχίζονται. xyxy=(1299,555,1572,586)
section-label: ΝΕΑ ΥΟΡΚΗ, 28 xyxy=(294,760,378,770)
article-body: ΑΘΗΝΑΙ, 28. — Ωρκίσθησαν σήμερον οι νέοι κοινοτικοί σύμβουλοι ενώπιον των αρμοδίων αρχών. xyxy=(814,1175,1007,1206)
section-label: ΝΕΟΥ ΤΥΠΟΥ ΠΥΡΑΥΛΟΣ xyxy=(1371,591,1500,602)
article-body: ΒΟΝΝΗ, 28. — Ασκήσεις του ναυτικού θα διεξαχθούν εις την Βαλτικήν κατά την προσεχή εβδομάδα. xyxy=(1299,699,1572,719)
article-body: ΑΘΗΝΑΙ, 28. — Υπό της ασφαλείας εξηρθρώθη σπείρα κλεπτών αυτοκινήτων ιδιωτικής χρήσεως η οποία είχε διαπράξει σειράν κλοπών. xyxy=(262,1007,410,1056)
divider xyxy=(262,966,410,967)
subheadline: ΣΥΝΕΛΗΦΘΗ ΕΙΣ ΑΘΗΝΑΣ ΣΠΕΙΡΑ ΚΛΕΠΤΩΝ ΑΥΤΟΚΙΝΗΤΩΝ Ι. Χ. xyxy=(272,972,400,1005)
divider xyxy=(420,142,1007,143)
section-label: ΤΟ ΒΕΓΕΘΟΣ ΥΠΟΔΟΧΗ xyxy=(49,2132,173,2143)
divider xyxy=(14,1275,252,1278)
subheadline: ΠΙΣΤΩΣΙΣ ΠΡΟΣ ΑΝΕΓΕΡΣΙΝ ΝΕΩΝ ΚΤΙΡΙΩΝ ΤΟΥ ΜΑΙΕΥΤΗΡΙΟΥ ΚΑΙ ΤΗΣ ΣΧΟΛΗΣ ΜΑΙΩΝ xyxy=(268,193,404,237)
divider xyxy=(420,1034,1007,1037)
section-label: ΚΡΟΥΣΜΑΤΑ ΕΙΣ ΤΟΝ ΒΟΣΠΟΡΟΝ xyxy=(1348,1015,1523,1026)
divider xyxy=(14,607,252,609)
section-label: Ο ΕΛΕΓΧΟΣ ΤΗΣ ΜΟΣΧΑΣ xyxy=(846,888,978,899)
article-body: ΠΑΡΙΣΙΟΙ, 28. (Ασσ. Πρές). — Οι υπουργοί εξωτερικών των δυτικών δυνάμεων θα συναντηθούν προσεχώς διά να εξετάσουν την στάσιν των έναντι των σοβιετικών προτάσεων. Η Γαλλική κυβέρνησις διατηρεί επιφυλάξεις ως προς ωρισμένα σημεία των προτάσεων, ενώ η Βρεταννία ευνοεί την διεξαγωγήν συνομιλιών. xyxy=(817,478,1007,558)
article-body: ΛΟΝΔΙΝΟΝ, 28. (Ασσ. Πρές). — Ο στρατάρχης Μοντγκόμερυ θα συναντηθή μετά του κ. Κρουστσέφ και των στρατηγών του ρωσσικού επιτελείου κατά την επίσκεψίν του εις Μόσχαν. xyxy=(216,2104,410,2155)
subheadline: 28 ΤΑ ΘΥΜΑΤΑ ΤΟΥ ΝΑΥΑΓΙΟΥ ΕΙΣ ΣΕΛΕΜΠΕΣ xyxy=(273,1067,399,1089)
subheadline: ΕΛΛΗΝΙΚΟΝ ΠΑΝΕΠΙΣΤΗΜΙΟΝ ΘΑ ΑΝΕΓΕΡΘΗ ΕΙΣ ΗΝΩΜ. ΠΟΛΙΤΕΙΑΣ xyxy=(281,299,392,343)
article-body: ΑΘΗΝΑΙ, 28. — Διά κοινής αποφάσεως καθωρίσθησαν αι αποζημιώσεις δι' έξοδα κινήσεως των συμβούλων και υπαλλήλων της Διεθνούς Εκθέσεως Θεσσαλονίκης. xyxy=(262,773,410,823)
article-body: ΝΕΑ ΥΟΡΚΗ, 28. (Ρώυτερ). — Η ναυπήγησις επτά υπερτάνκερς διαστάσεων αεροπλανοφόρων ανετέθη εις ναυπηγεία των Ηνωμένων Πολιτειών. xyxy=(14,1491,129,1551)
article-body: Ο κ. Γκρομίκο εδήλωσεν ότι η σοβιετική κυβέρνησις είναι έτοιμη να διαπραγματευθή μετά των δυτικών δυνάμεων. xyxy=(619,263,809,293)
section-label: Η ΓΑΛΛΙΚΗ ΣΤΑΣΙΣ xyxy=(466,583,565,594)
section-label: ΤΖΕΡΤΣ ΜΠΟΥΛΓΟΥΝΤ xyxy=(853,611,970,622)
article-body: ΑΘΗΝΑΙ, 28. — Κατά το πρώτον εξάμηνον του έτους ηυξήθησαν αι εξαγωγαί ελληνικών προϊόντων κατά 4.500.000 δολλαρίων. xyxy=(814,1077,1007,1108)
subheadline: ΝΕΑΙ ΣΥΛΛΗΨΕΙΣ ΚΟΜΜΟΥΝΙΣΤΩΝ ΕΙΣ ΤΗΝ ΙΟΡΔΑΝΙΑΝ xyxy=(20,1348,123,1382)
headline: ΠΕΝΤΑΕΤΕΣ ΠΡΟΓΡΑΜΜΑ ΔΑΝΕΙΩΝ ΔΙ' ΑΝΟΡΘΩΣΙΝ ΤΩΝ ΞΕΝΩΝ ΧΩΡΩΝ ΖΗΤΟΥΝ ΟΙ ΔΗΜΟΚΡΑΤΑΙ ΤΩΝ ΗΠΑ xyxy=(420,1044,806,1090)
article-body: ΑΓΚΥΡΑ, 28. (Ρώυτερ). — Συνελήφθησαν φυγάδες εκ του Ιράκ οι οποίοι κατέφυγον εις την Τουρκίαν. xyxy=(1299,124,1572,145)
article-body: ΜΑΝΙΛΛΑ, 28. (Ασσ. Πρές). — Εις 28 ανέρχονται τα θύματα του ναυαγίου το οποίον συνέβη εις Σελεμπές. xyxy=(262,1091,410,1131)
section-label: ΚΑΙ ΕΝ ΣΥΝΟΡΙΑΚΟΝ xyxy=(1381,219,1490,230)
column-rule xyxy=(1012,12,1013,2312)
headline-italic: Τὸ ἀνακοινωθὲν τῆς διασκέψεως τῆς Βαρσοβίας xyxy=(482,117,946,138)
subheadline: ΩΡΚΙΣΘΗΣΑΝ ΟΙ ΝΕΟΙ ΚΟΙΝΟΤΙΚΟΙ ΣΥΜΒΟΥΛΟΙ xyxy=(825,1152,996,1174)
article-body: ΑΓΚΥΡΑ, 28. (Ρώυτερ). — Συνελήφθησαν φυγάδες εκ του Ιράκ οι οποίοι κατέφυγον εις την Τουρκίαν. xyxy=(1017,139,1291,160)
article-body: ΒΟΣΤΩΝΗ, 28. — Ανεκοινώθη ότι θα ανεγερθή ελληνικόν πανεπιστήμιον εις τας Ηνωμένας Πολιτείας διά δαπάνης της ομογενείας. xyxy=(262,133,410,182)
article-body: ΑΘΗΝΑΙ, 28. — Κατά την τελευταίαν συνεδρίασιν της Συγκλήτου του Πανεπιστημίου απεφασίσθη όπως οι αριστούχοι απόφοιτοι δεν γίνωνται δεκτοί άνευ εξετάσεων εις τας Σχολάς του Πανεπιστημίου Αθηνών. xyxy=(262,398,410,468)
headline: ΑΠΗΓΟΡΕΥΘΗ ΕΙΣ ΤΗΝ ΑΡΓΕΝΤΙΝΗΝ ΠΑΣΑ ΔΡΑΣΙΣ ΤΩΝ ΚΟΜΜΟΥΝΙΣΤΩΝ xyxy=(32,404,234,450)
divider xyxy=(262,187,410,188)
subheadline: ΣΗΜΑΝΤΙΚΑΙ ΔΥΝΑΤΟΤΗΤΕΣ ΑΝΑΠΤΥΞΕΩΣ ΤΟΥ ΕΜΠΟΡΙΟΥ ΕΛΛΑΔΟΣ ΚΑΙ ΣΟΥΔΑΝ xyxy=(19,691,124,746)
article-body: ΛΕΥΚΩΣΙΑ, 28. (Ρώυτερ). — Οξύτατον ανέκυψε το πρόβλημα της ανεργίας εις την Κύπρον μετά την λήξιν των εργασιών εις τας βάσεις. xyxy=(1299,363,1572,393)
article-body: ΠΑΡΙΣΙΟΙ, 28. (Ασσ. Πρές). — Οι υπουργοί εξωτερικών των δυτικών δυνάμεων θα συναντηθούν προσεχώς διά να εξετάσουν την στάσιν των έναντι των σοβιετικών προτάσεων. Η Γαλλική κυβέρνησις διατηρεί επιφυλάξεις ως προς ωρισμένα σημεία των προτάσεων, ενώ η Βρεταννία ευνοεί την διεξαγωγήν συνομιλιών. xyxy=(619,797,809,877)
headline: ΝΕΑΡΟΙ ΛΕΥΚΟΙ ΕΤΡΑΥΜΑΤΙΣΑΝ ΑΝΕΥ ΑΙΤΙΑΣ ΕΞ ΜΑΥΡΟΥΣ ΕΙΣ ΤΟ ΡΙΤΣΜΟΝΤ ΤΗΣ ΒΙΡΓΙΝΙΑΣ xyxy=(16,612,250,673)
headline: ΑΕΡΟΠΛΑΝΑ ΤΗΣ ΗΑΔ ΕΙΣΕΔΥΣΑΝ ΧΘΕΣ ΕΙΣ ΤΟΝ ΕΝΑΕΡΙΟΝ ΧΩΡΟΝ ΤΟΥ ΙΣΡΑΗΛ ΑΛΛΑ ΑΠΕΧΩΡΗΣΑΝ ΣΧΕΔΟΝ ΑΜΕΣΩΣ xyxy=(1039,173,1550,210)
article-body: ΑΘΗΝΑΙ, 28. — Σήμερον θα πραγματοποιηθή η σύσκεψις των οργανώσεων διά τας εισαγωγάς υπό την προεδρίαν του υπουργού. xyxy=(262,715,410,754)
divider xyxy=(14,398,252,401)
article-body: ΒΑΡΣΟΒΙΑ, 28. — Εις το ανακοινωθέν αναφέρεται ότι τα κράτη του Συμφώνου θα εξακολουθήσουν να υποστηρίζουν την πολιτικήν ειρηνικής συνυπάρξεως. xyxy=(619,296,809,337)
continuation-mark-icon: ⋀⋀⋀ xyxy=(420,743,465,768)
article-body: ΚΩΝΣΤΑΝΤΙΝΟΥΠΟΛΙΣ, 27. (Ασσ. Πρές). — Εσημειώθησαν κρούσματα εις τον Βόσπορον. xyxy=(1299,1028,1572,1049)
article-body: ΚΩΝΣΤΑΝΤΙΝΟΥΠΟΛΙΣ, 28. (Ασσ. Πρές). — Πολιτικόν ζήτημα ανέκυψεν εν Τουρκία από τον λόγον του Προέδρου Σοεκάρνο εις την Βουλήν της Αγκύρας. xyxy=(1017,979,1291,1010)
boxed-story xyxy=(1299,326,1572,360)
headline: ΚΑΤΑΓΓΕΛΛΟΥΝ ΤΗΝ ΕΓΚΑΤΑΣΤΑΣΙΝ ΒΑΣΕΩΝ xyxy=(481,93,947,116)
subheadline: ΕΠΤΑ ΥΠΕΡΤΑΝΚΕΡΣ ΔΙΑΣΤΑΣΕΩΝ ΑΕΡΟΠΛΑΝΟΦΟΡΩΝ xyxy=(20,1456,123,1490)
article-body: ΒΑΡΣΟΒΙΑ, 28. (Ασσ. Πρές). — Οι υπουργοί των εξωτερικών των κρατών του Ανατολικού Συνασπισμού ενέκριναν και υποστηρίζουν ομοφώνως τας ρωσικάς προτάσεις επί του γερμανικού ζητήματος. Κατά το ανακοινωθέν της διασκέψεως της Βαρσοβίας καταγγέλλεται η εγκατάστασις βάσεων εις το γερμανικόν έδαφος και υποστηρίζεται η σύναψις ειρηνευτικής συνθήκης μετά της Γερμανίας. Η διάσκεψις διεκήρυξε την ενότητα των σοσιαλιστικών χωρών. xyxy=(420,321,611,431)
divider xyxy=(262,828,410,829)
article-body: Αι εργαζόμενοι εις το προσωπικόν της ΔΕΗ αποφάσισαν όπως εκδηλώσουν την διαμαρτυρίαν των διά στάσεων εργασίας, εφ' όσον δεν ικανοποιηθούν τα αιτήματα αυτών τα οποία παραμένουν άλυτα παρά τας επανειλημμένας υποσχέσεις. xyxy=(137,174,252,284)
article-body: ΒΕΛΙΓΡΑΔΙΟΝ, 28. (Ασσ. Πρές). — Το κομμουνιστικόν Συμβούλιον Αμοιβαίας Βοηθείας ηρνήθη να δεχθή τον παρατηρητήν της Γιουγκοσλαβίας εις την σύνοδόν του. xyxy=(1017,390,1291,421)
article-body: ΒΕΛΙΓΡΑΔΙΟΝ, 28. (Ρώυτερ). — Καταβάλλονται προσπάθειαι διά να εξαλειφθούν αι διαφοραί Ρωσίας και Γιουγκοσλαβίας. xyxy=(817,842,1007,883)
lead-headline: ΤΑ ΚΡΑΤΗ ΤΟΥ ΑΝΑΤΟΛΙΚΟΥ ΣΥΝΑΣΠΙΣΜΟΥ ΕΓΚΡΙΝΟΥΝ ΚΑΙ ΥΠΟΣΤΗΡΙΖΟΥΝ ΟΜΟΦΩΝΩΣ ΤΑΣ ΡΩΣΙΚΑΣ ΠΡΟΤΑΣΕΙΣ ΕΠΙ ΤΟΥ ΓΕΡΜΑΝΙΚΟΥ xyxy=(429,15,998,86)
article-body: ΚΩΝΣΤΑΝΤΙΝΟΥΠΟΛΙΣ, 28. (Ασσ. Πρές). — Πολιτικόν ζήτημα ανέκυψεν εν Τουρκία από τον λόγον του Προέδρου Σοεκάρνο εις την Βουλήν της Αγκύρας. xyxy=(1017,1013,1291,1044)
article-body: ΒΑΣΙΓΚΤΩΝ, 28. (Ασσ. Πρές). — Ο διευθυντής της υπηρεσίας πληροφοριών δηλώσας ότι ο κίνδυνος επικρατήσεως των κομμουνιστών εις το Ιράκ είναι εξαιρετικώς σοβαρός εξέφρασε την ανησυχίαν της κυβερνήσεως διά την εξέλιξιν των πραγμάτων εις την Μέσην Ανατολήν. Η κατάστασις παρακολουθείται μετ' ιδιαιτέρας προσοχής. xyxy=(1017,60,1291,121)
